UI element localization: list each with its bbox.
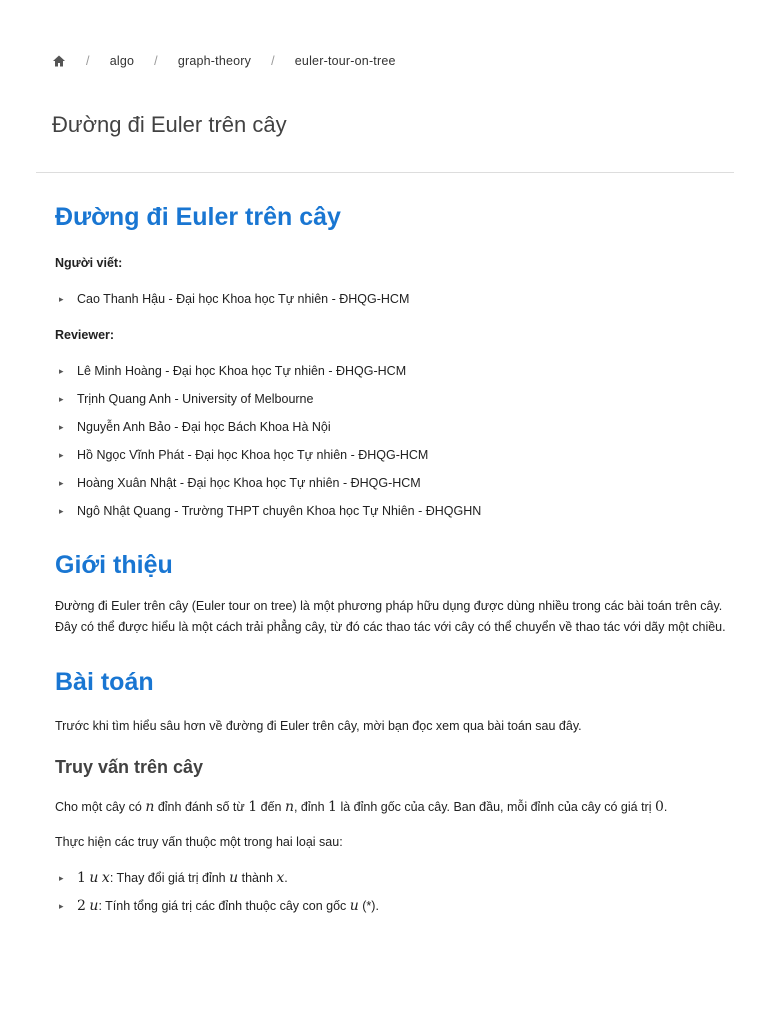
math-x: x <box>276 869 285 886</box>
query-intro: Thực hiện các truy vấn thuộc một trong hai loại sau: <box>55 835 343 849</box>
reviewer-item: ▸ Lê Minh Hoàng - Đại học Khoa học Tự nhiên - ĐHQG-HCM <box>55 362 735 380</box>
problem-paragraph: Trước khi tìm hiểu sâu hơn về đường đi Euler trên cây, mời bạn đọc xem qua bài toán sau đây. <box>55 719 582 733</box>
statement-text: đến <box>257 799 285 814</box>
problem-heading: Bài toán <box>55 668 154 696</box>
math-query-type: 2 <box>77 897 86 914</box>
problem-statement <box>55 797 735 818</box>
breadcrumb-separator: / <box>271 54 275 68</box>
header-divider <box>36 172 734 173</box>
author-list <box>55 290 735 308</box>
math-one: 1 <box>248 798 258 815</box>
statement-text: , đỉnh <box>293 799 329 814</box>
query-item-1 <box>55 869 735 887</box>
subproblem-heading: Truy vấn trên cây <box>55 756 204 777</box>
math-query-type: 1 <box>77 869 86 886</box>
breadcrumb-item-algo[interactable]: algo <box>109 54 135 68</box>
math-u: u <box>89 869 99 886</box>
reviewer-item: ▸ Trịnh Quang Anh - University of Melbourne <box>55 390 735 408</box>
breadcrumb-separator: / <box>154 54 158 68</box>
home-icon[interactable] <box>52 54 66 68</box>
math-x: x <box>101 869 110 886</box>
intro-paragraph: Đường đi Euler trên cây (Euler tour on tree) là một phương pháp hữu dụng được dùng nhiều trong các bài toán trên cây. Đây có thể được hiểu là một cách trải phẳng cây, từ đó các thao tác với cây có thể chuyển về thao tác với dãy một chiều. <box>55 599 726 634</box>
statement-text: . <box>663 799 668 814</box>
author-label: Người viết: <box>55 256 123 270</box>
article-title: Đường đi Euler trên cây <box>55 203 341 231</box>
query-text: thành <box>238 870 277 885</box>
math-n: n <box>284 798 294 815</box>
reviewer-item: ▸ Ngô Nhật Quang - Trường THPT chuyên Khoa học Tự Nhiên - ĐHQGHN <box>55 502 735 520</box>
reviewer-item: ▸ Nguyễn Anh Bảo - Đại học Bách Khoa Hà Nội <box>55 418 735 436</box>
intro-heading: Giới thiệu <box>55 551 173 579</box>
author-item: ▸ Cao Thanh Hậu - Đại học Khoa học Tự nhiên - ĐHQG-HCM <box>55 290 735 308</box>
query-list <box>55 869 735 915</box>
reviewer-list <box>55 362 735 520</box>
math-u: u <box>229 869 239 886</box>
query-text: : Tính tổng giá trị các đỉnh thuộc cây con gốc <box>98 898 350 913</box>
reviewer-item: ▸ Hoàng Xuân Nhật - Đại học Khoa học Tự nhiên - ĐHQG-HCM <box>55 474 735 492</box>
query-text: (*). <box>358 898 379 913</box>
statement-text: đỉnh đánh số từ <box>154 799 249 814</box>
statement-text: là đỉnh gốc của cây. Ban đầu, mỗi đỉnh của cây có giá trị <box>336 799 655 814</box>
query-item-2 <box>55 897 735 915</box>
math-u: u <box>89 897 99 914</box>
breadcrumb-item-graph-theory[interactable]: graph-theory <box>177 54 252 68</box>
math-zero: 0 <box>654 798 664 815</box>
article-content <box>55 200 735 915</box>
page-title: Đường đi Euler trên cây <box>52 112 287 137</box>
reviewer-label: Reviewer: <box>55 328 115 342</box>
statement-text: Cho một cây có <box>55 799 146 814</box>
math-n: n <box>145 798 155 815</box>
math-u: u <box>349 897 359 914</box>
breadcrumb-separator: / <box>86 54 90 68</box>
math-one: 1 <box>328 798 337 815</box>
breadcrumb-item-euler-tour-on-tree[interactable]: euler-tour-on-tree <box>294 54 396 68</box>
breadcrumb <box>52 52 396 70</box>
reviewer-item: ▸ Hồ Ngọc Vĩnh Phát - Đại học Khoa học Tự nhiên - ĐHQG-HCM <box>55 446 735 464</box>
query-text: : Thay đổi giá trị đỉnh <box>109 870 230 885</box>
query-text: . <box>284 870 288 885</box>
